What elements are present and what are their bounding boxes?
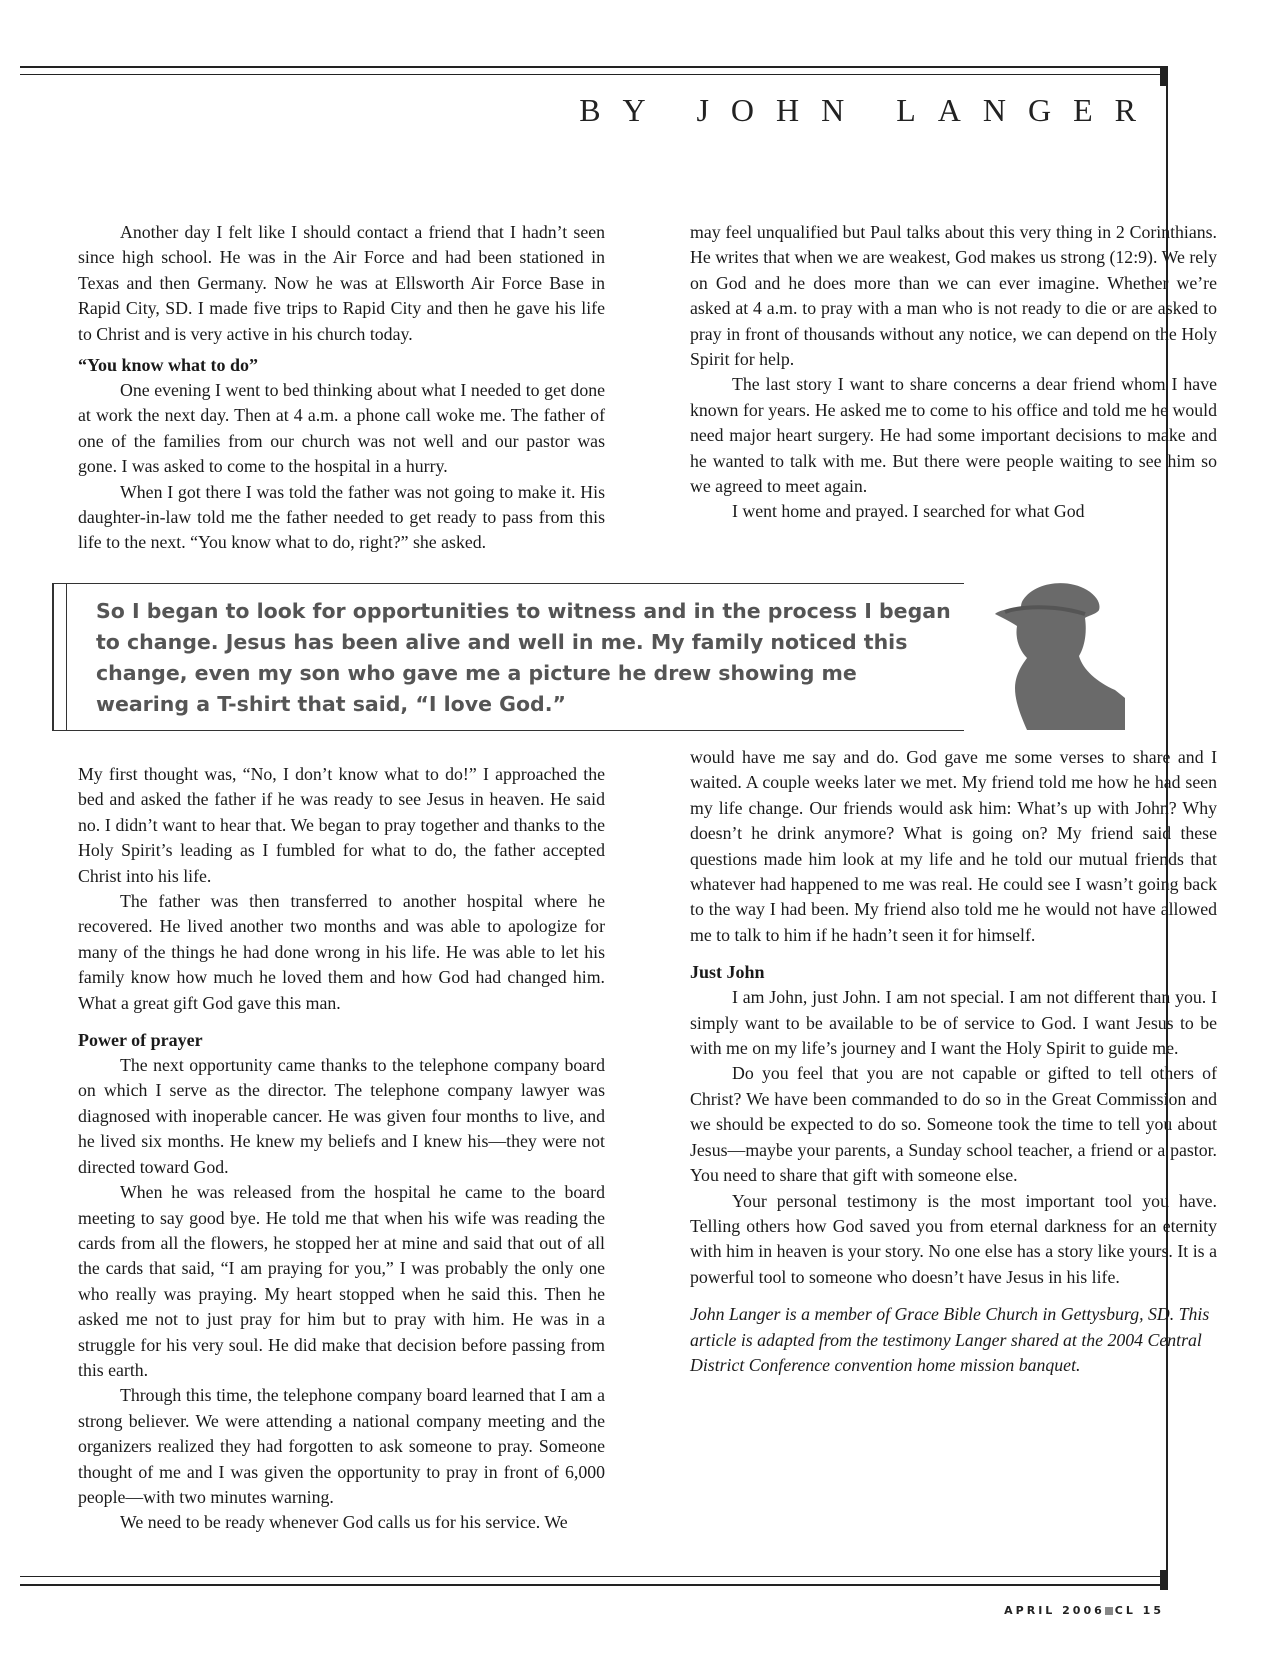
paragraph: Do you feel that you are not capable or gifted to tell others of Christ? We have been commanded to do so in the Great Commission and we should be expected to do so. Someone took the time to tell you about Jesus—maybe your parents, a Sunday school teacher, a friend or a pastor. You need to share that gift with someone else. (690, 1063, 1217, 1186)
paragraph: The father was then transferred to another hospital where he recovered. He lived another two months and was able to apologize for many of the things he had done wrong in his life. He was able to let his family know how much he loved them and how God had changed him. What a great gift God gave this man. (78, 891, 605, 1013)
top-rule (20, 66, 1168, 68)
column-top-right (690, 220, 1217, 525)
paragraph: Through this time, the telephone company board learned that I am a strong believer. We were attending a national company meeting and the organizers realized they had forgotten to ask someone to pray. Someone thought of me and I was given the opportunity to pray in front of 6,000 people—with two minutes warning. (78, 1385, 605, 1507)
folio-date: APRIL 2006 (1004, 1604, 1105, 1617)
silhouette-portrait (975, 578, 1125, 730)
page-folio (1004, 1604, 1164, 1617)
paragraph: When I got there I was told the father was not going to make it. His daughter-in-law told me the father needed to get ready to pass from this life to the next. “You know what to do, right?” she asked. (78, 481, 605, 553)
pull-quote-rule-inner (66, 584, 67, 730)
paragraph: My first thought was, “No, I don’t know what to do!” I approached the bed and asked the father if he was ready to see Jesus in heaven. He said no. I didn’t want to hear that. We began to pray together and thanks to the Holy Spirit’s leading as I fumbled for what to do, the father accepted Christ into his life. (78, 764, 605, 886)
author-credit: John Langer is a member of Grace Bible Church in Gettysburg, SD. This article is adapted from the testimony Langer shared at the 2004 Central District Conference convention home mission banquet. (690, 1304, 1210, 1375)
paragraph: would have me say and do. God gave me some verses to share and I waited. A couple weeks later we met. My friend told me how he had seen my life change. Our friends would ask him: What’s up with John? Why doesn’t he drink anymore? What is going on? My friend said these questions made him look at my life and he told our mutual friends that whatever had happened to me was real. He could see I wasn’t going back to the way I had been. My friend also told me he would not have allowed me to talk to him if he hadn’t seen it for himself. (690, 747, 1217, 945)
corner-tab-bottom (1160, 1570, 1168, 1590)
paragraph: We need to be ready whenever God calls us for his service. We (120, 1512, 568, 1533)
column-bottom-left (78, 762, 605, 1536)
bottom-rule-thin (20, 1576, 1168, 1577)
subheading-you-know-what-to-do: “You know what to do” (78, 355, 259, 376)
bottom-rule (20, 1584, 1168, 1586)
corner-tab-top (1160, 66, 1168, 86)
column-bottom-right (690, 745, 1217, 1378)
paragraph: When he was released from the hospital he came to the board meeting to say good bye. He told me that when his wife was reading the cards from all the flowers, he stopped her at mine and said that out of all the cards that said, “I am praying for you,” I was probably the only one who really was praying. My heart stopped when he said this. Then he asked me not to just pray for him but to pray with him. He was in a struggle for his very soul. He did make that decision before passing from this earth. (78, 1182, 605, 1380)
top-rule-thin (20, 74, 1168, 75)
paragraph: Your personal testimony is the most important tool you have. Telling others how God saved you from eternal darkness for an eternity with him in heaven is your story. No one else has a story like yours. It is a powerful tool to someone who doesn’t have Jesus in his life. (690, 1190, 1217, 1287)
subheading-power-of-prayer: Power of prayer (78, 1030, 203, 1051)
pull-quote-box (52, 583, 964, 731)
folio-page: CL 15 (1114, 1604, 1164, 1617)
subheading-just-john: Just John (690, 962, 765, 983)
column-top-left (78, 220, 605, 556)
paragraph: One evening I went to bed thinking about what I needed to get done at work the next day. Then at 4 a.m. a phone call woke me. The father of one of the families from our church was not well and our pastor was gone. I was asked to come to the hospital in a hurry. (78, 380, 605, 477)
paragraph: Another day I felt like I should contact a friend that I hadn’t seen since high school. He was in the Air Force and had been stationed in Texas and then Germany. Now he was at Ellsworth Air Force Base in Rapid City, SD. I made five trips to Rapid City and then he gave his life to Christ and is very active in his church today. (78, 222, 605, 344)
paragraph: I went home and prayed. I searched for what God (732, 501, 1085, 522)
pull-quote-text: So I began to look for opportunities to witness and in the process I began to change. Jesus has been alive and well in me. My family noticed this change, even my son who gave me a picture he drew showing me wearing a T-shirt that said, “I love God.” (96, 599, 951, 716)
paragraph: I am John, just John. I am not special. I am not different than you. I simply want to be available to be of service to God. I want Jesus to be with me on my life’s journey and I want the Holy Spirit to guide me. (690, 987, 1217, 1059)
byline: BY JOHN LANGER (579, 92, 1158, 128)
folio-square-icon (1105, 1607, 1113, 1615)
paragraph: The next opportunity came thanks to the telephone company board on which I serve as the director. The telephone company lawyer was diagnosed with inoperable cancer. He was given four months to live, and he lived six months. He knew my beliefs and I knew his—they were not directed toward God. (78, 1055, 605, 1177)
paragraph: The last story I want to share concerns a dear friend whom I have known for years. He asked me to come to his office and told me he would need major heart surgery. He had some important decisions to make and he wanted to talk with me. But there were people waiting to see him so we agreed to meet again. (690, 374, 1217, 497)
pull-quote-rule (52, 584, 54, 730)
paragraph: may feel unqualified but Paul talks about this very thing in 2 Corinthians. He writes that when we are weakest, God makes us strong (12:9). We rely on God and he does more than we can ever imagine. Whether we’re asked at 4 a.m. to pray with a man who is not ready to die or are asked to pray in front of thousands without any notice, we can depend on the Holy Spirit for help. (690, 222, 1217, 370)
